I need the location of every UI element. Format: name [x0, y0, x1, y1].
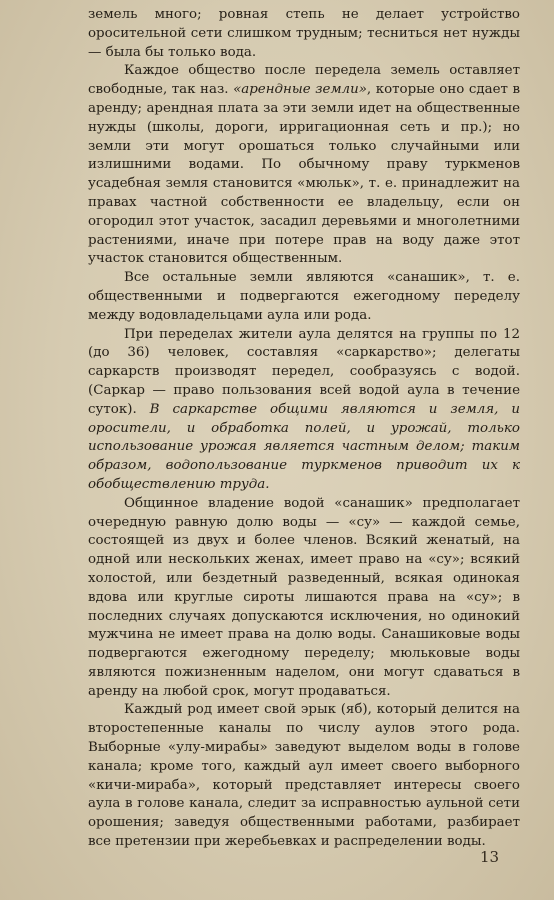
text-segment: Каждый род имеет свой эрык (яб), который делится на второстепенные каналы по числу аулов этого рода. Выборные «улу-мирабы» заведуют выделом воды в голове канала; кроме того, каждый аул имеет своего выборного «кичи-мираба», который представляет интересы своего аула в голове канала, следит за исправностью аульной сети орошения; заведуя общественными работами, разбирает все претензии при жеребьевках и распределении воды. — [88, 702, 520, 850]
paragraph — [88, 6, 520, 62]
paragraph — [88, 269, 520, 325]
text-segment: Общинное владение водой «санашик» предполагает очередную равную долю воды — «су» — каждой семье, состоящей из двух и более членов. Всякий женатый, на одной или нескольких женах, имеет право на «су»; всякий холостой, или бездетный разведенный, всякая одинокая вдова или круглые сироты лишаются права на «су»; в последних случаях допускаются исключения, но одинокий мужчина не имеет права на долю воды. Санашиковые воды подвергаются ежегодному переделу; мюльковые воды являются пожизненным наделом, они могут сдаваться в аренду на любой срок, могут продаваться. — [88, 495, 520, 699]
italic-text-segment: «арендные земли» — [233, 82, 367, 98]
paragraph — [88, 62, 520, 269]
page-number: 13 — [480, 848, 500, 866]
page-text — [88, 6, 520, 852]
text-segment: , которые оно сдает в аренду; арендная плата за эти земли идет на общественные нужды (школы, дороги, ирригационная сеть и пр.); но земли эти могут орошаться только случайными или излишними водами. По обычному праву туркменов усадебная земля становится «мюльк», т. е. принадлежит на правах частной собственности ее владельцу, если он огородил этот участок, засадил деревьями и многолетними растениями, иначе при потере прав на воду даже этот участок становится общественным. — [88, 82, 520, 267]
text-segment: Все остальные земли являются «санашик», т. е. общественными и подвергаются ежегодному переделу между водовладельцами аула или рода. — [88, 270, 520, 323]
paragraph — [88, 326, 520, 495]
text-segment: При переделах жители аула делятся на группы по 12 (до 36) человек, составляя «саркарство»; делегаты саркарств производят передел, сообразуясь с водой. (Саркар — право пользования всей водой аула в течение суток). — [88, 326, 520, 417]
paragraph — [88, 701, 520, 851]
text-segment: земель много; ровная степь не делает устройство оросительной сети слишком трудным; тесниться нет нужды — была бы только вода. — [88, 7, 520, 60]
text-segment: Каждое общество после передела земель оставляет свободные, так наз. — [88, 63, 520, 98]
paragraph — [88, 495, 520, 702]
italic-text-segment: В саркарстве общими являются и земля, и оросители, и обработка полей, и урожай, только использование урожая является частным делом; таким образом, водопользование туркменов приводит их к обобществлению труда. — [88, 401, 520, 492]
